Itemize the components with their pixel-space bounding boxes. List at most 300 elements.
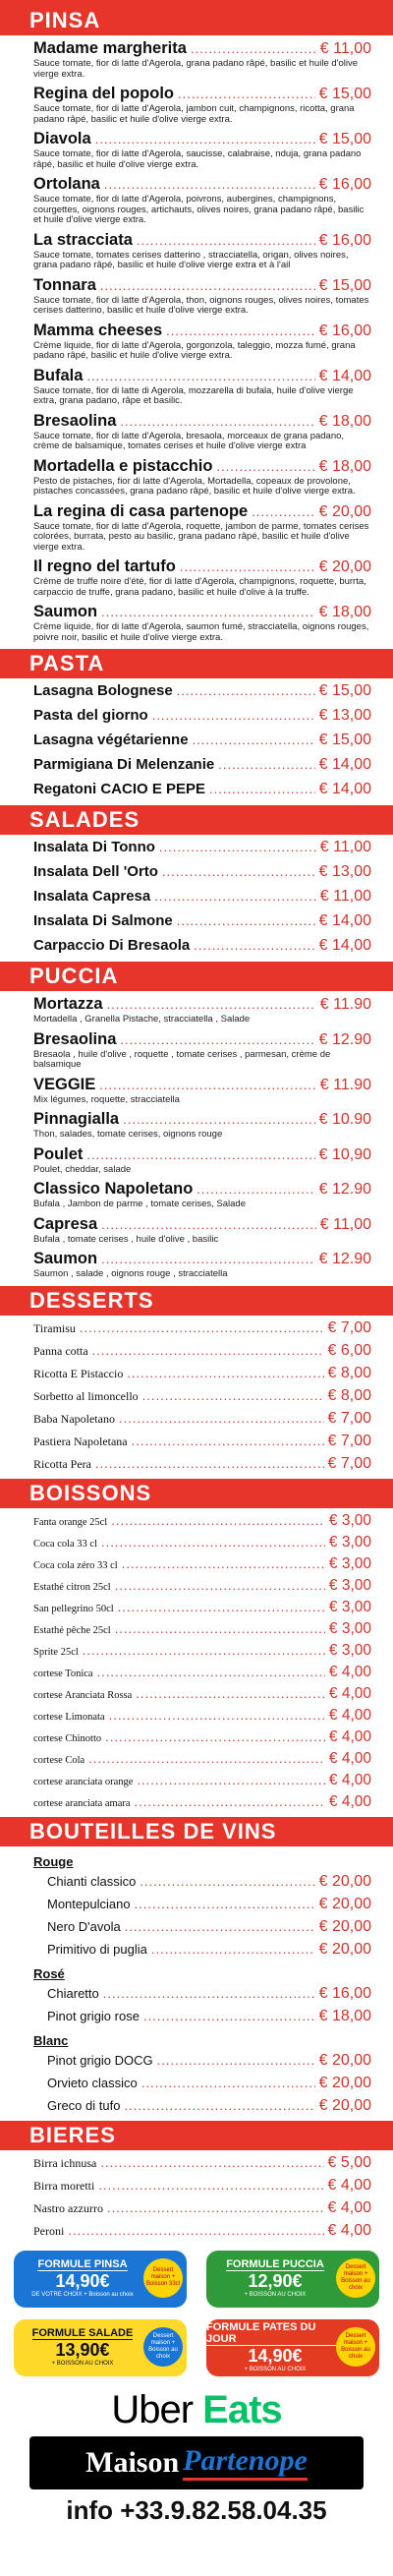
vins-list	[0, 1854, 393, 2115]
menu-item-line	[33, 732, 371, 749]
dot-leader	[103, 1986, 315, 2001]
menu-item	[33, 1642, 371, 1660]
menu-item-line	[33, 839, 371, 856]
menu-item-line	[33, 863, 371, 881]
formule-badge: Dessert maison + Boisson au choix	[336, 2327, 375, 2367]
dot-leader	[137, 233, 315, 248]
menu-item-line	[33, 1180, 371, 1199]
dot-leader	[151, 1942, 315, 1957]
menu-item-line	[47, 1873, 371, 1891]
menu-item-name: Pinot grigio rose	[47, 2008, 140, 2023]
menu-item-name: Panna cotta	[33, 1343, 88, 1358]
menu-item	[33, 2097, 371, 2115]
menu-item-name: Saumon	[33, 1250, 98, 1267]
menu-item-price: € 13,00	[318, 863, 371, 880]
section-header-puccia: PUCCIA	[0, 962, 393, 991]
formule-name: FORMULE SALADE	[31, 2327, 134, 2339]
menu-item-description: Bufala , tomate cerises , huile d'olive , basilic	[33, 1233, 219, 1245]
formule-name: FORMULE PUCCIA	[226, 2258, 324, 2270]
menu-item-name: La regina di casa partenope	[33, 501, 249, 520]
menu-item-price: € 4,00	[328, 1749, 371, 1767]
menu-item-price: € 16,00	[318, 1984, 371, 2002]
dot-leader	[97, 1665, 325, 1679]
menu-item-name: Birra ichnusa	[33, 2155, 97, 2170]
menu-item-line	[33, 231, 371, 250]
dot-leader	[68, 2223, 323, 2238]
menu-item-line	[47, 2097, 371, 2115]
menu-item-price: € 6,00	[327, 1341, 371, 1359]
menu-item-line	[33, 1555, 371, 1573]
menu-item-name: cortese aranciata orange	[33, 1776, 134, 1787]
menu-item-line	[33, 1145, 371, 1164]
menu-item	[33, 1772, 371, 1789]
menu-item-price: € 7,00	[327, 1318, 371, 1336]
menu-item	[33, 1145, 371, 1176]
menu-item-price: € 18,00	[318, 412, 371, 430]
menu-item-name: Baba Napoletano	[33, 1411, 115, 1426]
menu-item-price: € 11,00	[319, 839, 371, 855]
menu-item-price: € 5,00	[327, 2153, 371, 2171]
menu-item-price: € 15,00	[318, 276, 371, 294]
menu-item	[33, 2154, 371, 2172]
menu-item-name: Fanta orange 25cl	[33, 1516, 108, 1528]
menu-item-price: € 4,00	[328, 1792, 371, 1810]
menu-item-name: Pasta del giorno	[33, 707, 148, 724]
menu-item-price: € 7,00	[327, 1432, 371, 1449]
menu-item-name: Ricotta E Pistaccio	[33, 1366, 124, 1380]
formule-note: + BOISSON AU CHOIX	[51, 2361, 114, 2367]
menu-item-line	[33, 412, 371, 431]
menu-item	[33, 603, 371, 643]
menu-item-description: Poulet, cheddar, salade	[33, 1163, 132, 1175]
menu-item-line	[47, 2052, 371, 2070]
dot-leader	[107, 2200, 324, 2215]
menu-item-price: € 13,00	[318, 707, 371, 724]
menu-item	[33, 1030, 371, 1071]
menu-item-name: Nastro azzurro	[33, 2200, 103, 2215]
menu-item	[33, 367, 371, 407]
menu-item-name: Estathé citron 25cl	[33, 1581, 111, 1593]
menu-item-description: Thon, salades, tomate cerises, oignons rouge	[33, 1129, 223, 1140]
menu-item-name: Peroni	[33, 2223, 65, 2238]
menu-item-name: cortese Limonata	[33, 1711, 105, 1723]
menu-item	[33, 1728, 371, 1746]
menu-item-description: Sauce tomate, fior di latte d'Agerola, grana padano râpé, basilic et huile d'olive vierge extra.	[33, 58, 358, 80]
section-header-pasta: PASTA	[0, 649, 393, 678]
wine-group-label: Rouge	[33, 1853, 74, 1869]
menu-item	[33, 1664, 371, 1681]
menu-item	[33, 682, 371, 700]
menu-item	[33, 839, 371, 856]
formule-price: 12,90€	[248, 2271, 303, 2291]
menu-item-description: Sauce tomate, fior di latte d'Agerola, roquette, jambon de parme, tomates cerises colorées, burrata, pesto au basilic, grana padano râpé, basilic et huile d'olive vierge extra.	[33, 520, 369, 553]
dot-leader	[152, 708, 315, 723]
dot-leader	[95, 1456, 324, 1471]
menu-item-line	[33, 1215, 371, 1234]
menu-item-line	[33, 1250, 371, 1268]
menu-item-line	[33, 367, 371, 385]
menu-item-line	[33, 1030, 371, 1049]
menu-item	[33, 2075, 371, 2092]
menu-item-price: € 3,00	[328, 1598, 371, 1615]
menu-item-line	[33, 2199, 371, 2217]
menu-item-price: € 4,00	[328, 1684, 371, 1702]
menu-item-price: € 16,00	[318, 231, 371, 249]
dot-leader	[100, 278, 315, 293]
menu-item-name: Il regno del tartufo	[33, 557, 176, 575]
menu-item-name: Pinot grigio DOCG	[47, 2052, 153, 2068]
menu-item-description: Sauce tomate, fior di latte d'Agerola, jambon cuit, champignons, ricotta, grana padano râpé, basilic et huile d'olive vierge extra.	[33, 103, 355, 125]
menu-item-name: Bufala	[33, 366, 84, 384]
menu-item	[33, 1365, 371, 1382]
menu-item-description: Sauce tomate, fior di latte d'Agerola, poivrons, aubergines, champignons, courgettes, oignons rouges, artichauts, olives noires, grana padano râpé, basilic et huile d'olive vierge extra.	[33, 194, 365, 225]
menu-item-line	[33, 1750, 371, 1768]
menu-item	[33, 1941, 371, 1959]
dot-leader	[157, 2053, 315, 2068]
menu-item-line	[33, 1512, 371, 1530]
dot-leader	[196, 1182, 314, 1197]
logo-partenope-text: Partenope	[183, 2444, 308, 2481]
formule-pates-card	[206, 2319, 379, 2376]
dot-leader	[115, 1578, 325, 1593]
menu-item-description: Sauce tomate, fior di latte d'Agerola, thon, oignons rouges, olives noires, tomates cerises datterino, basilic et huile d'olive vierge extra.	[33, 294, 369, 316]
dot-leader	[166, 323, 314, 338]
menu-item-line	[33, 1793, 371, 1811]
menu-item-price: € 14,00	[318, 912, 371, 929]
menu-item-price: € 10.90	[318, 1111, 371, 1128]
menu-item-price: € 20,00	[318, 2096, 371, 2114]
dot-leader	[143, 2009, 315, 2023]
menu-item-price: € 3,00	[328, 1554, 371, 1572]
menu-item-price: € 16,00	[318, 176, 371, 193]
formule-badge: Dessert maison + Boisson au choix	[143, 2327, 183, 2367]
menu-item-price: € 20,00	[318, 1895, 371, 1912]
pinsa-list	[0, 39, 393, 643]
menu-item-line	[33, 1728, 371, 1746]
menu-item-price: € 3,00	[328, 1511, 371, 1529]
menu-item-name: Ortolana	[33, 175, 100, 193]
menu-item	[33, 130, 371, 170]
menu-item-price: € 18,00	[318, 457, 371, 475]
menu-item-name: Greco di tufo	[47, 2097, 121, 2113]
formule-badge: Dessert maison + Boisson au choix	[336, 2258, 375, 2298]
menu-item-line	[33, 781, 371, 798]
menu-item-line	[33, 1319, 371, 1337]
menu-item	[33, 1793, 371, 1811]
menu-item	[33, 1433, 371, 1450]
menu-item-price: € 11,00	[319, 1215, 371, 1233]
menu-item	[33, 276, 371, 317]
dot-leader	[107, 997, 316, 1012]
dot-leader	[101, 1535, 325, 1550]
menu-item-price: € 7,00	[327, 1409, 371, 1427]
menu-item-price: € 14,00	[318, 937, 371, 954]
menu-item-price: € 3,00	[328, 1576, 371, 1594]
dot-leader	[132, 1434, 324, 1448]
menu-item	[33, 1873, 371, 1891]
menu-item-name: Capresa	[33, 1214, 98, 1233]
menu-item-line	[33, 1685, 371, 1703]
menu-item-price: € 4,00	[328, 1727, 371, 1745]
menu-item-description: Crème de truffe noire d'été, fior di latte d'Agerola, champignons, roquette, burrta, carpaccio de truffe, grana padano, basilic et huile d'olive à la truffe.	[33, 576, 366, 598]
dot-leader	[86, 1147, 314, 1162]
dot-leader	[80, 1320, 324, 1335]
menu-item	[33, 412, 371, 452]
dot-leader	[142, 1388, 324, 1403]
menu-item-price: € 14,00	[318, 781, 371, 797]
menu-item-price: € 12.90	[318, 1251, 371, 1267]
menu-item-price: € 15,00	[318, 131, 371, 147]
menu-item-line	[47, 1896, 371, 1913]
menu-item-name: Parmigiana Di Melenzanie	[33, 756, 215, 773]
dot-leader	[95, 132, 315, 146]
formule-salade-card	[14, 2319, 187, 2376]
menu-item-name: Mortadella e pistacchio	[33, 456, 213, 475]
menu-item	[33, 1342, 371, 1360]
menu-item-price: € 3,00	[328, 1641, 371, 1659]
menu-item-line	[33, 457, 371, 476]
menu-item	[33, 1685, 371, 1703]
menu-item-name: Insalata Di Tonno	[33, 839, 155, 855]
menu-item-line	[33, 502, 371, 521]
menu-item-name: VEGGIE	[33, 1075, 96, 1093]
menu-item	[33, 1512, 371, 1530]
dot-leader	[162, 864, 315, 879]
dot-leader	[88, 1751, 325, 1766]
menu-item	[33, 756, 371, 774]
menu-item-price: € 12.90	[318, 1030, 371, 1048]
menu-item-price: € 15,00	[318, 682, 371, 699]
menu-item-description: Sauce tomate, fior di latte di Agerola, mozzarella di bufala, huile d'olive vierge extra, grana padano, râpe et basilic.	[33, 384, 354, 406]
dot-leader	[99, 1078, 316, 1092]
menu-item-line	[33, 1534, 371, 1551]
menu-item-line	[33, 2222, 371, 2240]
dot-leader	[111, 1513, 325, 1528]
formule-name: FORMULE PINSA	[37, 2258, 128, 2270]
menu-item-line	[33, 1707, 371, 1725]
menu-item	[33, 863, 371, 881]
menu-item-price: € 14,00	[318, 756, 371, 773]
menu-item	[33, 85, 371, 125]
menu-item-name: cortese aranciata amara	[33, 1797, 131, 1809]
menu-item	[33, 1918, 371, 1936]
menu-item-price: € 4,00	[328, 1663, 371, 1680]
menu-item-price: € 20,00	[318, 2051, 371, 2069]
formule-name: FORMULE PATES DU JOUR	[206, 2321, 344, 2346]
dot-leader	[135, 1794, 325, 1809]
menu-item	[33, 1707, 371, 1725]
menu-item-name: Mamma cheeses	[33, 321, 163, 339]
menu-item	[33, 1985, 371, 2003]
formule-puccia-card	[206, 2251, 379, 2308]
menu-item	[33, 1534, 371, 1551]
menu-item	[33, 1896, 371, 1913]
menu-item-price: € 8,00	[327, 1364, 371, 1381]
menu-item-price: € 15,00	[318, 86, 371, 102]
dot-leader	[120, 1032, 314, 1047]
dot-leader	[252, 504, 314, 519]
menu-item-price: € 15,00	[318, 732, 371, 748]
menu-item-line	[33, 557, 371, 576]
menu-item-line	[33, 1642, 371, 1660]
maison-partenope-logo	[29, 2436, 364, 2489]
menu-item	[33, 1387, 371, 1405]
menu-item-name: Ricotta Pera	[33, 1456, 91, 1471]
dot-leader	[136, 1686, 325, 1701]
menu-item-line	[47, 1918, 371, 1936]
menu-item-line	[33, 1342, 371, 1360]
dot-leader	[122, 1556, 325, 1571]
menu-item	[33, 457, 371, 498]
menu-item-name: Mortazza	[33, 995, 103, 1013]
dot-leader	[101, 1217, 316, 1232]
dot-leader	[191, 41, 316, 56]
menu-item-name: cortese Aranciata Rossa	[33, 1689, 133, 1701]
menu-item-name: Nero D'avola	[47, 1918, 121, 1934]
menu-item-line	[33, 1387, 371, 1405]
menu-item-price: € 16,00	[318, 322, 371, 339]
menu-item-line	[47, 2075, 371, 2092]
menu-item-name: Coca cola 33 cl	[33, 1538, 98, 1550]
menu-item-name: Tiramisu	[33, 1320, 76, 1335]
menu-item-price: € 20,00	[318, 558, 371, 575]
dot-leader	[194, 938, 314, 953]
menu-item	[33, 1455, 371, 1473]
menu-item	[33, 39, 371, 80]
dot-leader	[124, 2098, 314, 2113]
menu-item-price: € 20,00	[318, 1940, 371, 1958]
contact-phone: info +33.9.82.58.04.35	[66, 2494, 327, 2525]
menu-item-name: Chiaretto	[47, 1985, 99, 2001]
menu-item-description: Sauce tomate, fior di latte d'Agerola, saucisse, calabraise, nduja, grana padano râpé, basilic et huile d'olive vierge extra.	[33, 148, 362, 170]
menu-item-price: € 20,00	[318, 1872, 371, 1890]
logo-maison-text: Maison	[85, 2445, 180, 2479]
dot-leader	[100, 2155, 323, 2170]
dot-leader	[159, 840, 316, 854]
puccia-list	[0, 995, 393, 1280]
menu-item-line	[47, 1985, 371, 2003]
dot-leader	[180, 559, 315, 574]
dot-leader	[120, 414, 314, 429]
menu-item-line	[33, 1410, 371, 1428]
menu-item-description: Sauce tomate, tomates cerises datterino , stracciatella, origan, olives noires, grana padano râpé, basilic et huile d'olive vierge extra et à l'ail	[33, 249, 349, 270]
menu-item-name: Bresaolina	[33, 411, 117, 430]
menu-item-description: Mix légumes, roquette, stracciatella	[33, 1093, 180, 1105]
menu-item-price: € 14,00	[318, 367, 371, 384]
menu-item-price: € 3,00	[328, 1533, 371, 1551]
section-header-boissons: BOISSONS	[0, 1479, 393, 1508]
menu-item-line	[33, 85, 371, 103]
menu-item-name: Diavola	[33, 130, 91, 147]
menu-item-price: € 10,90	[318, 1145, 371, 1163]
menu-item	[33, 175, 371, 226]
desserts-list	[0, 1319, 393, 1473]
dot-leader	[193, 732, 315, 747]
menu-item-name: San pellegrino 50cl	[33, 1603, 114, 1614]
dot-leader	[141, 2076, 315, 2090]
menu-item-price: € 4,00	[328, 1706, 371, 1724]
menu-item-price: € 11,00	[319, 40, 371, 57]
menu-item-line	[33, 707, 371, 725]
menu-item-price: € 18,00	[318, 604, 371, 620]
menu-item	[33, 995, 371, 1025]
menu-item	[33, 2177, 371, 2195]
menu-item-price: € 8,00	[327, 1386, 371, 1404]
dot-leader	[86, 369, 314, 383]
dot-leader	[125, 1919, 315, 1934]
dot-leader	[127, 1366, 323, 1380]
menu-item-description: Crème liquide, fior di latte d'Agerola, saumon fumé, stracciatella, oignons rouges, poivre noir, basilic et huile d'olive vierge extra.	[33, 621, 369, 643]
menu-item-name: Madame margherita	[33, 39, 187, 57]
menu-item	[33, 231, 371, 271]
pasta-list	[0, 682, 393, 798]
menu-item-price: € 20,00	[318, 1917, 371, 1935]
dot-leader	[137, 1773, 324, 1787]
menu-item-line	[33, 39, 371, 58]
section-header-pinsa: PINSA	[0, 6, 393, 35]
menu-item-name: Pastiera Napoletana	[33, 1434, 128, 1448]
menu-item-price: € 4,00	[328, 1771, 371, 1788]
section-header-desserts: DESSERTS	[0, 1286, 393, 1316]
menu-item-name: Insalata Dell 'Orto	[33, 863, 158, 880]
menu-item-price: € 18,00	[318, 2007, 371, 2024]
menu-item-description: Crème liquide, fior di latte d'Agerola, gorgonzola, taleggio, mozza fumé, grana padano râpé, basilic et huile d'olive vierge extra.	[33, 339, 356, 361]
menu-item	[33, 502, 371, 554]
bieres-list	[0, 2154, 393, 2240]
menu-item-price: € 4,00	[327, 2221, 371, 2239]
menu-item-name: Lasagna Bolognese	[33, 682, 173, 699]
menu-item-name: Classico Napoletano	[33, 1180, 194, 1198]
menu-item-name: Regatoni CACIO E PEPE	[33, 781, 206, 797]
formule-price: 13,90€	[55, 2340, 110, 2360]
menu-item-line	[33, 1577, 371, 1595]
menu-item-name: Sprite 25cl	[33, 1646, 79, 1658]
dot-leader	[154, 889, 316, 904]
menu-item	[33, 1180, 371, 1210]
dot-leader	[101, 605, 315, 619]
menu-item-line	[33, 322, 371, 340]
menu-item-description: Mortadella , Granella Pistache, stracciatella , Salade	[33, 1014, 251, 1025]
menu-item-price: € 7,00	[327, 1454, 371, 1472]
menu-item	[33, 732, 371, 749]
dot-leader	[177, 913, 315, 928]
menu-item	[33, 1410, 371, 1428]
menu-item-price: € 3,00	[328, 1619, 371, 1637]
menu-item-name: Bresaolina	[33, 1029, 117, 1048]
menu-item-price: € 4,00	[327, 2198, 371, 2216]
menu-item	[33, 937, 371, 955]
menu-item-line	[33, 1455, 371, 1473]
menu-item-name: Insalata Capresa	[33, 888, 151, 905]
menu-item-line	[33, 2177, 371, 2195]
menu-item	[33, 557, 371, 598]
menu-item-line	[33, 912, 371, 930]
dot-leader	[135, 1897, 315, 1911]
menu-item	[33, 1319, 371, 1337]
dot-leader	[177, 683, 315, 698]
menu-item-line	[33, 2154, 371, 2172]
menu-item-name: cortese Tonica	[33, 1668, 93, 1679]
menu-item	[33, 1599, 371, 1616]
dot-leader	[98, 2178, 323, 2193]
uber-text: Uber	[111, 2387, 194, 2431]
menu-item-name: Pinnagialla	[33, 1110, 120, 1128]
dot-leader	[118, 1600, 325, 1614]
menu-item-price: € 20,00	[318, 502, 371, 520]
menu-item-name: Coca cola zéro 33 cl	[33, 1559, 118, 1571]
menu-item-name: cortese Chinotto	[33, 1732, 102, 1744]
menu-item-name: Orvieto classico	[47, 2075, 138, 2090]
